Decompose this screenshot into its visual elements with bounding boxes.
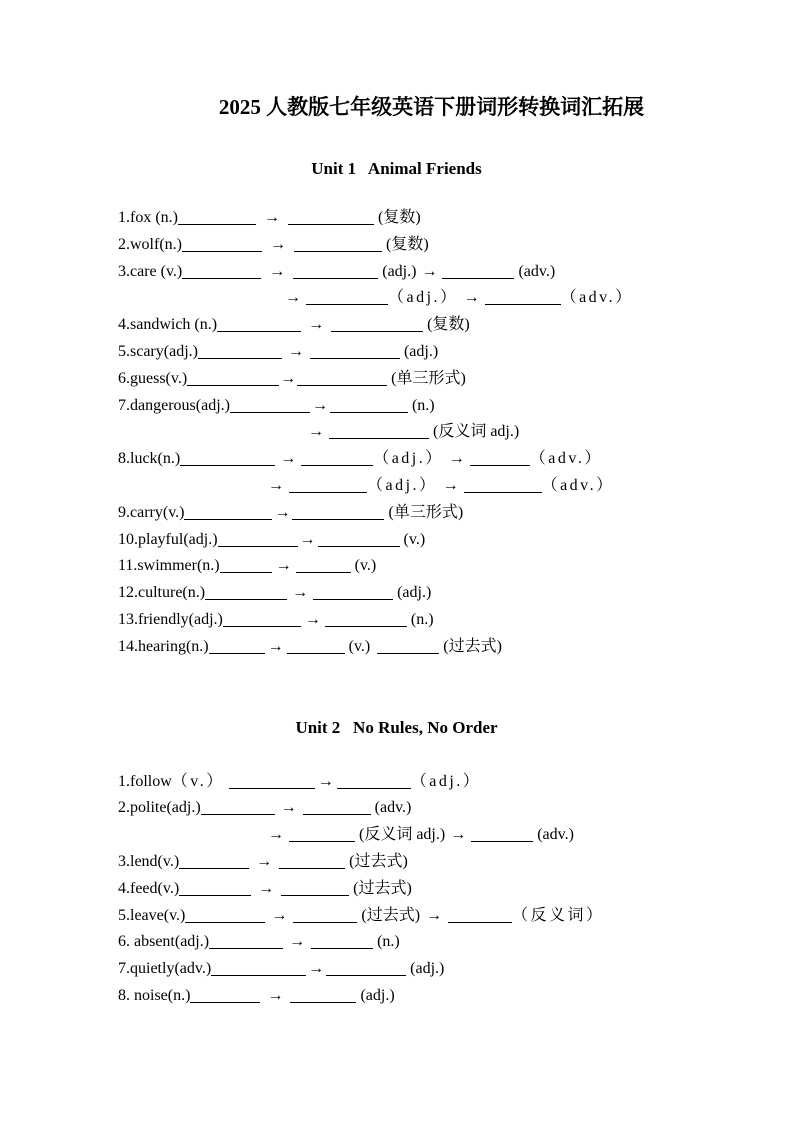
answer-blank[interactable] [279, 853, 345, 869]
pos-annotation: （adv.） [529, 450, 603, 468]
pos-annotation: （adv.） [541, 476, 615, 494]
page-title: 2025 人教版七年级英语下册词形转换词汇拓展 [218, 95, 645, 119]
arrow-icon: → [256, 852, 273, 870]
unit-2-lines [118, 769, 793, 1010]
answer-blank[interactable] [301, 450, 373, 466]
answer-blank[interactable] [182, 263, 261, 279]
item-label: 1.follow [118, 772, 172, 790]
answer-blank[interactable] [318, 531, 400, 547]
pos-annotation: (复数) [423, 316, 470, 334]
arrow-icon: → [271, 906, 288, 924]
answer-blank[interactable] [229, 773, 315, 789]
answer-blank[interactable] [201, 799, 275, 815]
pos-annotation: (adj.) [393, 584, 432, 602]
arrow-icon: → [426, 906, 443, 924]
pos-annotation: (反义词 adj.) [429, 423, 520, 441]
answer-blank[interactable] [297, 370, 387, 386]
worksheet-line [118, 527, 793, 554]
pos-annotation: (过去式) [357, 906, 421, 924]
item-label: 9.carry(v.) [118, 503, 185, 521]
answer-blank[interactable] [179, 853, 249, 869]
item-label: 8. noise(n.) [118, 986, 191, 1004]
answer-blank[interactable] [187, 370, 279, 386]
answer-blank[interactable] [377, 638, 439, 654]
answer-blank[interactable] [464, 477, 542, 493]
item-label: 3.lend(v.) [118, 852, 180, 870]
worksheet-line [118, 849, 793, 876]
answer-blank[interactable] [185, 907, 265, 923]
worksheet-line [280, 285, 793, 312]
section-unit-1 [0, 157, 793, 661]
answer-blank[interactable] [337, 773, 411, 789]
item-label: 7.dangerous(adj.) [118, 396, 230, 414]
arrow-icon: → [269, 262, 286, 280]
pos-annotation: (单三形式) [387, 369, 466, 387]
item-label: 5.leave(v.) [118, 906, 186, 924]
item-label: 13.friendly(adj.) [118, 610, 223, 628]
answer-blank[interactable] [293, 263, 378, 279]
arrow-icon: → [308, 316, 325, 334]
pos-annotation: (复数) [373, 209, 421, 226]
pos-annotation: (n.) [373, 933, 400, 951]
item-label: 2.wolf(n.) [118, 235, 182, 253]
worksheet-line [118, 205, 793, 232]
worksheet-line [118, 366, 793, 393]
arrow-icon: → [448, 450, 465, 468]
item-label: 6.guess(v.) [118, 369, 188, 387]
arrow-icon: → [268, 826, 284, 844]
answer-blank[interactable] [178, 209, 256, 225]
arrow-icon: → [267, 986, 284, 1004]
worksheet-line [118, 929, 793, 956]
answer-blank[interactable] [205, 584, 287, 600]
answer-blank[interactable] [306, 289, 388, 305]
arrow-icon: → [450, 826, 467, 844]
arrow-icon: → [304, 610, 321, 628]
answer-blank[interactable] [330, 397, 408, 413]
worksheet-line [118, 232, 793, 259]
arrow-icon: → [263, 209, 280, 226]
pos-annotation: （adv.） [560, 289, 634, 307]
answer-blank[interactable] [303, 799, 371, 815]
arrow-icon: → [311, 396, 328, 414]
answer-blank[interactable] [179, 880, 251, 896]
worksheet-line [118, 553, 793, 580]
arrow-icon: → [280, 369, 297, 387]
answer-blank[interactable] [326, 960, 406, 976]
item-label: 12.culture(n.) [118, 584, 206, 602]
pos-annotation: (adv.) [514, 262, 556, 280]
pos-annotation: (adv.) [370, 799, 412, 817]
item-label: 6. absent(adj.) [118, 933, 210, 951]
worksheet-line [118, 607, 793, 634]
arrow-icon: → [317, 772, 334, 790]
pos-annotation: (v.) [350, 557, 377, 575]
worksheet-line [118, 339, 793, 366]
arrow-icon: → [289, 933, 306, 951]
pos-annotation: (n.) [407, 396, 435, 414]
worksheet-line [118, 446, 793, 473]
worksheet-line [263, 822, 793, 849]
pos-annotation: (反义词 adj.) [355, 826, 446, 844]
worksheet-line [118, 956, 793, 983]
pos-annotation: (adj.) [406, 960, 445, 978]
arrow-icon: → [308, 423, 324, 441]
pos-annotation: (过去式) [349, 879, 412, 897]
worksheet-line [118, 876, 793, 903]
arrow-icon: → [268, 476, 284, 494]
pos-annotation: (v.) [344, 637, 371, 655]
worksheet-line [118, 393, 793, 420]
pos-annotation: （反义词） [512, 906, 605, 924]
answer-blank[interactable] [220, 557, 272, 573]
answer-blank[interactable] [209, 933, 283, 949]
answer-blank[interactable] [313, 584, 393, 600]
answer-blank[interactable] [292, 504, 384, 520]
worksheet-line [118, 903, 793, 930]
arrow-icon: → [275, 557, 292, 575]
arrow-icon: → [280, 799, 297, 817]
answer-blank[interactable] [218, 531, 298, 547]
pos-annotation: （adj.） [388, 289, 459, 307]
unit-2-heading: Unit 2 No Rules, No Order [295, 717, 498, 737]
answer-blank[interactable] [230, 397, 310, 413]
item-label: 8.luck(n.) [118, 450, 181, 468]
answer-blank[interactable] [223, 611, 301, 627]
pos-annotation: (n.) [406, 610, 434, 628]
answer-blank[interactable] [485, 289, 561, 305]
item-label: 11.swimmer(n.) [118, 557, 220, 575]
pos-annotation: (单三形式) [384, 503, 464, 521]
answer-blank[interactable] [290, 987, 356, 1003]
item-label: 14.hearing(n.) [118, 637, 209, 655]
item-label: 5.scary(adj.) [118, 342, 198, 360]
answer-blank[interactable] [289, 477, 367, 493]
answer-blank[interactable] [296, 557, 351, 573]
arrow-icon: → [292, 584, 309, 602]
arrow-icon: → [258, 879, 275, 897]
pos-annotation: (adj.) [378, 262, 417, 280]
pos-annotation: （adj.） [410, 772, 482, 790]
pos-annotation: (过去式) [345, 852, 408, 870]
section-unit-2 [0, 716, 793, 1010]
pos-annotation: (过去式) [439, 637, 502, 655]
item-label: 10.playful(adj.) [118, 530, 218, 548]
worksheet-line [118, 634, 793, 661]
arrow-icon: → [463, 289, 480, 307]
answer-blank[interactable] [209, 638, 265, 654]
arrow-icon: → [287, 342, 304, 360]
answer-blank[interactable] [288, 209, 374, 225]
pos-annotation: （adj.） [373, 450, 444, 468]
pos-annotation: (adj.) [356, 986, 395, 1004]
worksheet-line [263, 473, 793, 500]
answer-blank[interactable] [311, 933, 373, 949]
item-label: 1.fox (n.) [118, 209, 178, 226]
worksheet-line [303, 419, 793, 446]
unit-1-lines [118, 205, 793, 661]
answer-blank[interactable] [180, 450, 275, 466]
answer-blank[interactable] [470, 450, 530, 466]
item-label: 7.quietly(adv.) [118, 960, 212, 978]
answer-blank[interactable] [190, 987, 260, 1003]
pos-annotation: (adj.) [399, 342, 439, 360]
arrow-icon: → [280, 450, 297, 468]
arrow-icon: → [274, 503, 291, 521]
pos-annotation: (复数) [381, 235, 429, 253]
answer-blank[interactable] [294, 236, 382, 252]
answer-blank[interactable] [471, 826, 533, 842]
pos-annotation: （adj.） [367, 476, 438, 494]
item-label: 3.care (v.) [118, 262, 183, 280]
arrow-icon: → [308, 960, 325, 978]
answer-blank[interactable] [310, 343, 400, 359]
item-label: 4.sandwich (n.) [118, 316, 218, 334]
answer-blank[interactable] [325, 611, 407, 627]
worksheet-line [118, 769, 793, 796]
pos-annotation: （v.） [171, 772, 225, 790]
pos-annotation: (v.) [399, 530, 426, 548]
unit-1-heading: Unit 1 Animal Friends [311, 159, 482, 178]
answer-blank[interactable] [448, 907, 512, 923]
answer-blank[interactable] [217, 316, 301, 332]
worksheet-line [118, 580, 793, 607]
arrow-icon: → [299, 530, 316, 548]
worksheet-line [118, 795, 793, 822]
answer-blank[interactable] [184, 504, 272, 520]
item-label: 4.feed(v.) [118, 879, 180, 897]
arrow-icon: → [285, 289, 301, 307]
answer-blank[interactable] [293, 907, 357, 923]
answer-blank[interactable] [442, 263, 514, 279]
answer-blank[interactable] [287, 638, 345, 654]
answer-blank[interactable] [289, 826, 355, 842]
arrow-icon: → [267, 637, 284, 655]
arrow-icon: → [442, 476, 459, 494]
answer-blank[interactable] [281, 880, 349, 896]
answer-blank[interactable] [211, 960, 306, 976]
item-label: 2.polite(adj.) [118, 799, 201, 817]
arrow-icon: → [269, 235, 286, 253]
worksheet-line [118, 312, 793, 339]
answer-blank[interactable] [329, 423, 429, 439]
answer-blank[interactable] [182, 236, 262, 252]
arrow-icon: → [421, 262, 438, 280]
answer-blank[interactable] [198, 343, 282, 359]
pos-annotation: (adv.) [533, 826, 574, 844]
worksheet-line [118, 983, 793, 1010]
answer-blank[interactable] [331, 316, 423, 332]
worksheet-line [118, 500, 793, 527]
worksheet-line [118, 259, 793, 286]
